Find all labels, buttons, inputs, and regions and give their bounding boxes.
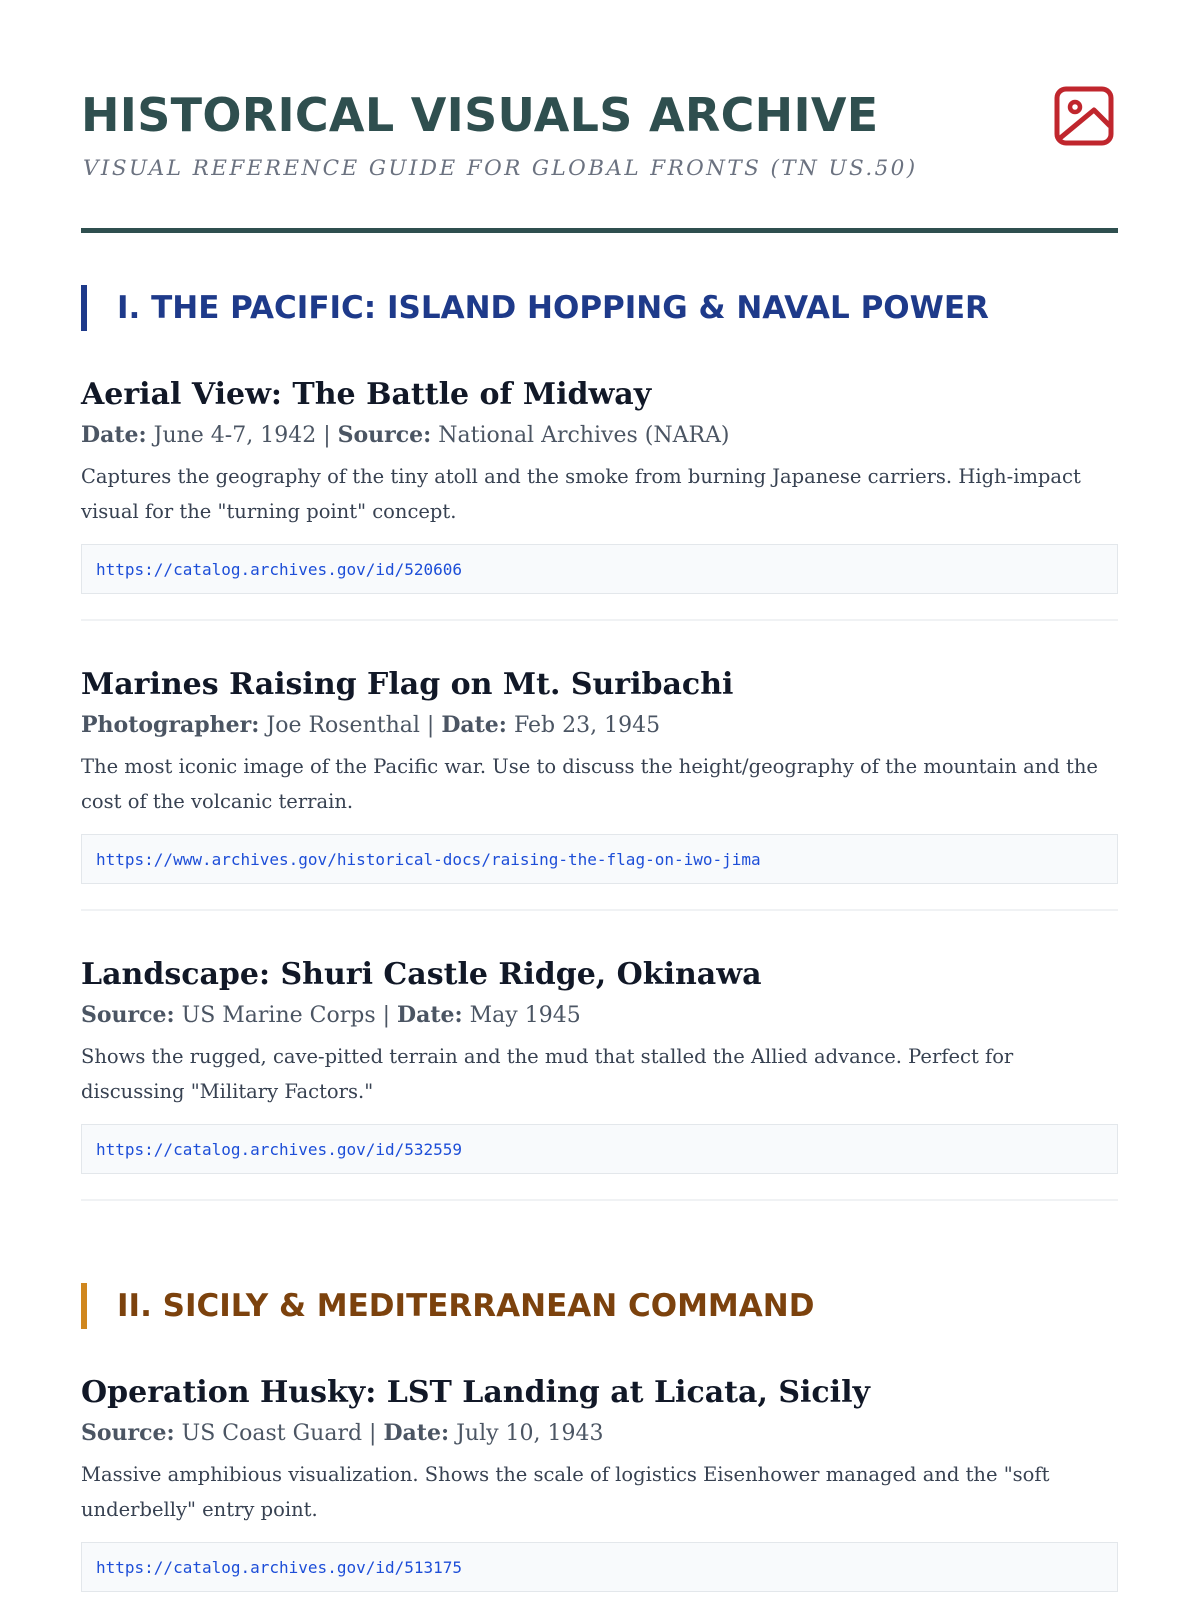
meta-separator: | bbox=[419, 713, 442, 738]
page-subtitle: VISUAL REFERENCE GUIDE FOR GLOBAL FRONTS (TN US.50) bbox=[83, 156, 918, 181]
entry-description: The most iconic image of the Pacific war. Use to discuss the height/geography of the mountain and the cost of the volcanic terrain. bbox=[81, 755, 1098, 813]
entry-meta bbox=[81, 998, 1118, 1033]
entry-title: Operation Husky: LST Landing at Licata, Sicily bbox=[81, 1375, 870, 1410]
meta-key: Source: bbox=[81, 1420, 175, 1446]
entry-description: Shows the rugged, cave-pitted terrain and the mud that stalled the Allied advance. Perfect for discussing "Military Factors." bbox=[81, 1045, 1014, 1103]
page-title: HISTORICAL VISUALS ARCHIVE bbox=[81, 88, 879, 142]
meta-value: Feb 23, 1945 bbox=[513, 713, 661, 738]
meta-value: June 4-7, 1942 bbox=[153, 423, 317, 448]
source-url[interactable]: https://catalog.archives.gov/id/513175 bbox=[81, 1542, 1118, 1592]
meta-separator: | bbox=[362, 1421, 384, 1446]
header-divider bbox=[81, 228, 1118, 233]
archive-entry bbox=[81, 1375, 1118, 1600]
sections-container bbox=[81, 285, 1118, 1600]
meta-value: July 10, 1943 bbox=[456, 1421, 604, 1446]
meta-key: Date: bbox=[441, 712, 507, 738]
meta-separator: | bbox=[316, 423, 338, 448]
image-icon bbox=[1054, 86, 1114, 146]
entry-description: Massive amphibious visualization. Shows the scale of logistics Eisenhower managed and the "soft underbelly" entry point. bbox=[81, 1463, 1050, 1521]
entry-meta bbox=[81, 1416, 1118, 1451]
source-url[interactable]: https://www.archives.gov/historical-docs/raising-the-flag-on-iwo-jima bbox=[81, 834, 1118, 884]
entry-title: Marines Raising Flag on Mt. Suribachi bbox=[81, 667, 734, 702]
page-header bbox=[81, 82, 1118, 228]
section-heading: II. SICILY & MEDITERRANEAN COMMAND bbox=[81, 1283, 1118, 1329]
meta-key: Date: bbox=[397, 1002, 463, 1028]
archive-section bbox=[81, 1283, 1118, 1600]
source-url[interactable]: https://catalog.archives.gov/id/532559 bbox=[81, 1124, 1118, 1174]
section-heading: I. THE PACIFIC: ISLAND HOPPING & NAVAL POWER bbox=[81, 285, 1118, 331]
archive-entry bbox=[81, 667, 1118, 911]
archive-entry bbox=[81, 377, 1118, 621]
archive-entry bbox=[81, 957, 1118, 1201]
meta-value: US Coast Guard bbox=[181, 1421, 363, 1446]
source-url[interactable]: https://catalog.archives.gov/id/520606 bbox=[81, 544, 1118, 594]
meta-key: Photographer: bbox=[81, 712, 260, 738]
entry-description: Captures the geography of the tiny atoll and the smoke from burning Japanese carriers. High-impact visual for the "turning point" concept. bbox=[81, 465, 1081, 523]
meta-key: Date: bbox=[383, 1420, 450, 1446]
entry-meta bbox=[81, 708, 1118, 743]
meta-value: May 1945 bbox=[469, 1003, 581, 1028]
entry-meta bbox=[81, 418, 1118, 453]
meta-key: Source: bbox=[337, 422, 432, 448]
meta-key: Date: bbox=[81, 422, 147, 448]
meta-value: US Marine Corps bbox=[181, 1003, 376, 1028]
meta-separator: | bbox=[375, 1003, 398, 1028]
meta-value: Joe Rosenthal bbox=[266, 713, 420, 738]
entry-title: Landscape: Shuri Castle Ridge, Okinawa bbox=[81, 957, 762, 992]
meta-key: Source: bbox=[81, 1002, 175, 1028]
meta-value: National Archives (NARA) bbox=[438, 423, 730, 448]
archive-section bbox=[81, 285, 1118, 1201]
entry-title: Aerial View: The Battle of Midway bbox=[81, 377, 652, 412]
